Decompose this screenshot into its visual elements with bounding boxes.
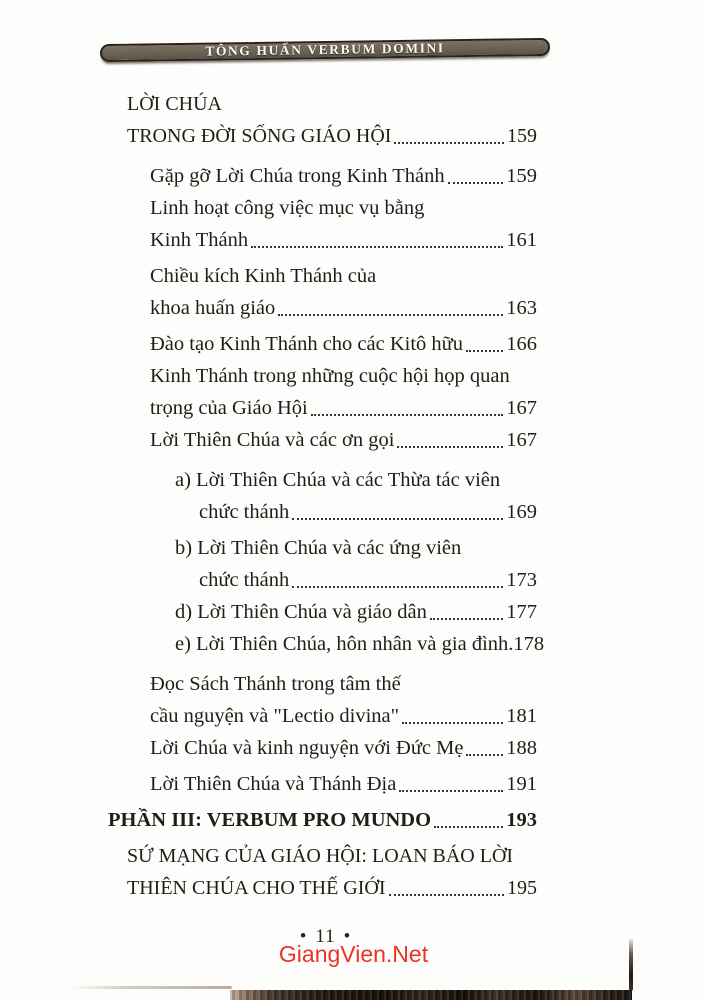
toc-entry-text: d) Lời Thiên Chúa và giáo dân (175, 601, 427, 623)
toc-entry-text: Chiều kích Kinh Thánh của (150, 265, 377, 287)
toc-row (0, 596, 707, 628)
toc-leader (389, 894, 505, 896)
toc-entry-text: Lời Chúa và kinh nguyện với Đức Mẹ (150, 737, 464, 759)
scan-artifact-vertical-line (629, 939, 633, 991)
toc-page-number: 173 (506, 569, 537, 591)
toc-row (0, 700, 707, 732)
toc-entry-text: Lời Thiên Chúa và Thánh Địa (150, 773, 397, 795)
toc-leader (251, 246, 503, 248)
toc-leader (448, 182, 504, 184)
toc-row (0, 292, 707, 324)
toc-entry-text: Lời Thiên Chúa và các ơn gọi (150, 429, 395, 451)
toc-page-number: 177 (506, 601, 537, 623)
toc-entry-text: SỨ MẠNG CỦA GIÁO HỘI: LOAN BÁO LỜI (127, 845, 514, 867)
toc-row (0, 120, 707, 152)
page-number-text: 11 (315, 926, 336, 947)
toc-entry-text: khoa huấn giáo (150, 297, 276, 319)
toc-page-number: 191 (506, 773, 537, 795)
toc-entry-text: chức thánh (199, 569, 290, 591)
toc-entry-text: Linh hoạt công việc mục vụ bằng (150, 197, 425, 219)
toc-leader (466, 350, 503, 352)
toc-leader (394, 142, 504, 144)
toc-row (0, 840, 707, 872)
toc-page-number: 163 (506, 297, 537, 319)
scan-artifact-faint-line (70, 986, 232, 989)
toc-row (0, 532, 707, 564)
toc-leader (399, 790, 503, 792)
toc-entry-text: Đào tạo Kinh Thánh cho các Kitô hữu (150, 333, 464, 355)
toc-page-number: 161 (506, 229, 537, 251)
toc-entry-text: PHẦN III: VERBUM PRO MUNDO (108, 809, 432, 831)
toc-leader (430, 618, 503, 620)
toc-entry-text: chức thánh (199, 501, 290, 523)
toc-leader (278, 314, 503, 316)
toc-page-number: 167 (506, 397, 537, 419)
toc-page-number: 181 (506, 705, 537, 727)
footer-bullet-right-icon: • (343, 926, 352, 947)
toc-row (0, 804, 707, 836)
toc-list (0, 88, 707, 904)
toc-page-number: 188 (506, 737, 537, 759)
toc-row (0, 392, 707, 424)
toc-leader (466, 754, 503, 756)
toc-row (0, 768, 707, 800)
toc-page-number: 159 (506, 165, 537, 187)
toc-row (0, 192, 707, 224)
toc-leader (434, 826, 503, 828)
toc-entry-text: Đọc Sách Thánh trong tâm thế (150, 673, 401, 695)
toc-entry-text: Gặp gỡ Lời Chúa trong Kinh Thánh (150, 165, 445, 187)
toc-row (0, 328, 707, 360)
toc-row (0, 496, 707, 528)
toc-page-number: 159 (507, 125, 537, 147)
toc-entry-text: cầu nguyện và "Lectio divina" (150, 705, 399, 727)
toc-entry-text: Kinh Thánh (150, 229, 249, 251)
toc-leader (311, 414, 504, 416)
toc-leader (292, 518, 503, 520)
toc-row (0, 224, 707, 256)
toc-row (0, 732, 707, 764)
toc-page-number: 167 (506, 429, 537, 451)
toc-page-number: 195 (507, 877, 537, 899)
toc-page-number: 178 (513, 633, 545, 655)
toc-row (0, 668, 707, 700)
toc-entry-text: LỜI CHÚA (127, 93, 222, 115)
toc-row (0, 628, 707, 660)
toc-row (0, 464, 707, 496)
toc-page-number: 193 (506, 809, 537, 831)
toc-leader (397, 446, 503, 448)
running-header-title: TÔNG HUẤN VERBUM DOMINI (205, 40, 445, 59)
toc-leader (402, 722, 503, 724)
toc-row (0, 424, 707, 456)
toc-page-number: 166 (506, 333, 537, 355)
toc-entry-text: b) Lời Thiên Chúa và các ứng viên (175, 537, 462, 559)
footer-bullet-left-icon: • (299, 926, 308, 947)
toc-page-number: 169 (506, 501, 537, 523)
toc-entry-text: THIÊN CHÚA CHO THẾ GIỚI (127, 877, 386, 899)
toc-row (0, 160, 707, 192)
toc-leader (292, 586, 503, 588)
toc-entry-text: trọng của Giáo Hội (150, 397, 308, 419)
toc-entry-text: e) Lời Thiên Chúa, hôn nhân và gia đình. (175, 633, 514, 655)
toc-entry-text: Kinh Thánh trong những cuộc hội họp quan (150, 365, 510, 387)
toc-entry-text: a) Lời Thiên Chúa và các Thừa tác viên (175, 469, 501, 491)
scan-artifact-book-edge (230, 990, 632, 1000)
toc-row (0, 872, 707, 904)
running-header-banner (100, 38, 550, 62)
toc-row (0, 260, 707, 292)
toc-row (0, 360, 707, 392)
toc-entry-text: TRONG ĐỜI SỐNG GIÁO HỘI (127, 125, 392, 147)
toc-row (0, 564, 707, 596)
toc-row (0, 88, 707, 120)
watermark-text: GiangVien.Net (278, 941, 429, 967)
